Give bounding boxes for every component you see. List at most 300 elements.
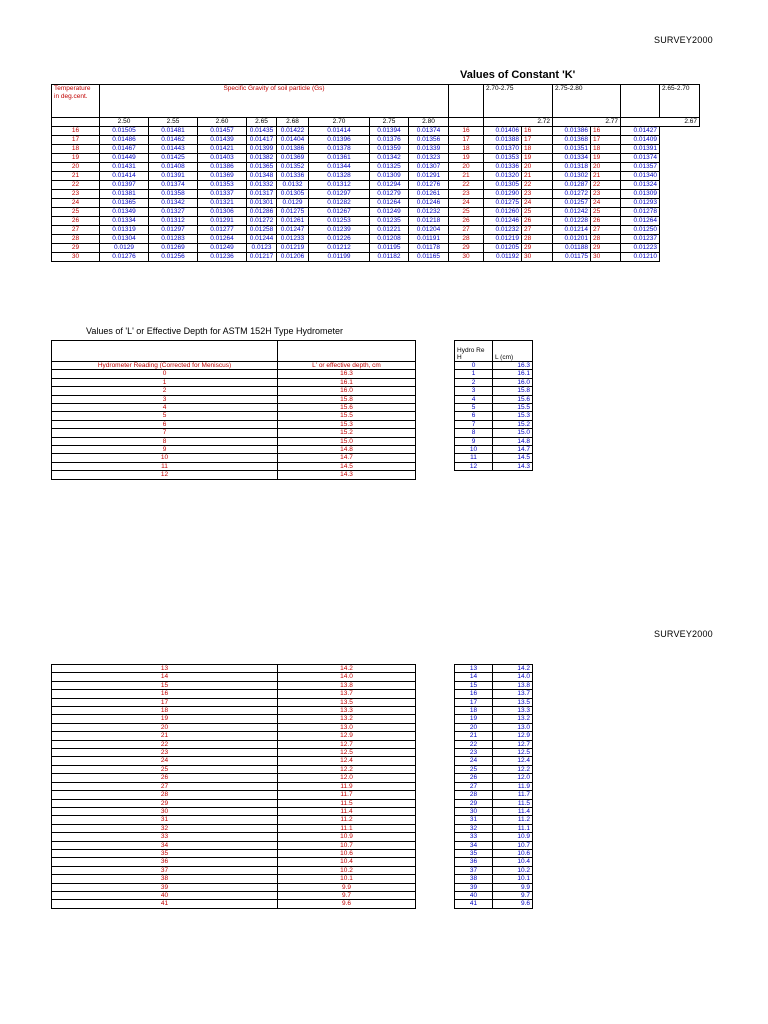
summary-row <box>455 698 533 706</box>
k-value-cell: 0.01233 <box>277 235 309 244</box>
hydrometer-reading-cell: 34 <box>52 841 278 849</box>
k-value-cell: 0.01361 <box>309 154 370 163</box>
temperature-cell: 16 <box>449 127 484 136</box>
k-value-cell: 0.01204 <box>409 226 449 235</box>
summary-row <box>455 378 533 386</box>
temperature-cell: 28 <box>52 235 100 244</box>
summary-row <box>455 841 533 849</box>
effective-depth-cell: 12.0 <box>278 774 416 782</box>
effective-depth-cell: 9.9 <box>493 883 533 891</box>
effective-depth-cell: 9.7 <box>493 891 533 899</box>
l-table-row <box>52 833 416 841</box>
summary-row <box>455 765 533 773</box>
k-value-cell: 0.01279 <box>370 190 409 199</box>
k-value-cell: 0.01358 <box>149 190 198 199</box>
hydrometer-reading-cell: 29 <box>455 799 493 807</box>
l-table-row <box>52 849 416 857</box>
temperature-cell: 30 <box>52 253 100 262</box>
temperature-cell: 26 <box>449 217 484 226</box>
k-value-cell: 0.01339 <box>409 145 449 154</box>
k-range-value-cell: 0.01357 <box>621 163 660 172</box>
effective-depth-cell: 13.5 <box>278 698 416 706</box>
l-table-row <box>52 446 416 454</box>
temperature-cell: 27 <box>522 226 553 235</box>
hydrometer-reading-cell: 6 <box>52 420 278 428</box>
range-value: 2.77 <box>553 118 621 127</box>
summary-row <box>455 387 533 395</box>
hydrometer-reading-header: Hydrometer Reading (Corrected for Meniscus) <box>52 362 278 370</box>
effective-depth-cell: 12.2 <box>493 765 533 773</box>
k-range-value-cell: 0.01237 <box>621 235 660 244</box>
effective-depth-cell: 14.5 <box>493 454 533 462</box>
summary-row <box>455 462 533 470</box>
k-value-cell: 0.01236 <box>198 253 247 262</box>
summary-row <box>455 707 533 715</box>
hydrometer-reading-cell: 17 <box>52 698 278 706</box>
summary-row <box>455 791 533 799</box>
hydrometer-reading-cell: 22 <box>52 740 278 748</box>
k-value-cell: 0.01294 <box>370 181 409 190</box>
k-range-value-cell: 0.01290 <box>484 190 522 199</box>
effective-depth-cell: 14.3 <box>493 462 533 470</box>
k-range-value-cell: 0.01246 <box>484 217 522 226</box>
l-table-row <box>52 774 416 782</box>
k-value-cell: 0.01431 <box>100 163 149 172</box>
l-table-row <box>52 395 416 403</box>
k-value-cell: 0.01425 <box>149 154 198 163</box>
k-value-cell: 0.01312 <box>149 217 198 226</box>
temperature-cell: 17 <box>522 136 553 145</box>
effective-depth-cell: 16.3 <box>493 362 533 370</box>
k-value-cell: 0.01244 <box>247 235 277 244</box>
temperature-cell: 25 <box>449 208 484 217</box>
k-range-value-cell: 0.01386 <box>553 127 591 136</box>
summary-row <box>455 833 533 841</box>
temperature-cell: 17 <box>449 136 484 145</box>
k-value-cell: 0.01317 <box>247 190 277 199</box>
k-value-cell: 0.0129 <box>100 244 149 253</box>
k-value-cell: 0.01336 <box>277 172 309 181</box>
k-value-cell: 0.01342 <box>149 199 198 208</box>
l-table-row <box>52 454 416 462</box>
k-value-cell: 0.01253 <box>309 217 370 226</box>
k-range-value-cell: 0.01374 <box>621 154 660 163</box>
temperature-cell: 30 <box>591 253 621 262</box>
summary-row <box>455 437 533 445</box>
hydrometer-reading-cell: 12 <box>455 462 493 470</box>
k-value-cell: 0.01391 <box>149 172 198 181</box>
effective-depth-cell: 10.7 <box>278 841 416 849</box>
hydrometer-reading-cell: 30 <box>52 807 278 815</box>
k-value-cell: 0.01505 <box>100 127 149 136</box>
l-table-continued <box>51 664 416 909</box>
k-range-value-cell: 0.01228 <box>553 217 591 226</box>
k-value-cell: 0.01408 <box>149 163 198 172</box>
l-table-row <box>52 883 416 891</box>
hydrometer-reading-cell: 12 <box>52 471 278 479</box>
k-value-cell: 0.01221 <box>370 226 409 235</box>
l-table-row <box>52 900 416 908</box>
effective-depth-cell: 15.0 <box>278 437 416 445</box>
hydrometer-reading-cell: 32 <box>52 824 278 832</box>
hydrometer-reading-cell: 13 <box>455 665 493 673</box>
effective-depth-cell: 10.2 <box>278 866 416 874</box>
effective-depth-cell: 12.7 <box>493 740 533 748</box>
k-value-cell: 0.01307 <box>409 163 449 172</box>
effective-depth-cell: 11.7 <box>278 791 416 799</box>
hydrometer-reading-cell: 10 <box>52 454 278 462</box>
effective-depth-cell: 13.8 <box>493 681 533 689</box>
effective-depth-cell: 11.4 <box>278 807 416 815</box>
k-value-cell: 0.01256 <box>149 253 198 262</box>
effective-depth-cell: 14.3 <box>278 471 416 479</box>
k-range-value-cell: 0.01242 <box>553 208 591 217</box>
temperature-cell: 18 <box>522 145 553 154</box>
effective-depth-cell: 12.4 <box>278 757 416 765</box>
hydrometer-reading-cell: 3 <box>52 395 278 403</box>
effective-depth-cell: 9.6 <box>493 900 533 908</box>
hydrometer-reading-cell: 24 <box>455 757 493 765</box>
l-table-row <box>52 749 416 757</box>
k-value-cell: 0.01165 <box>409 253 449 262</box>
k-value-cell: 0.01261 <box>409 190 449 199</box>
effective-depth-cell: 12.0 <box>493 774 533 782</box>
k-value-cell: 0.01309 <box>370 172 409 181</box>
effective-depth-cell: 15.2 <box>278 429 416 437</box>
hydrometer-reading-cell: 14 <box>52 673 278 681</box>
hydrometer-reading-cell: 14 <box>455 673 493 681</box>
k-value-cell: 0.0129 <box>277 199 309 208</box>
hydrometer-reading-cell: 36 <box>52 858 278 866</box>
k-value-cell: 0.01378 <box>309 145 370 154</box>
effective-depth-cell: 10.1 <box>278 875 416 883</box>
effective-depth-cell: 11.7 <box>493 791 533 799</box>
hydrometer-reading-cell: 23 <box>455 749 493 757</box>
k-table-row <box>52 253 700 262</box>
k-range-value-cell: 0.01175 <box>553 253 591 262</box>
summary-row <box>455 816 533 824</box>
hydrometer-reading-cell: 19 <box>52 715 278 723</box>
k-value-cell: 0.01381 <box>100 190 149 199</box>
temperature-cell: 21 <box>52 172 100 181</box>
effective-depth-cell: 12.2 <box>278 765 416 773</box>
k-table-row <box>52 244 700 253</box>
k-value-cell: 0.01386 <box>277 145 309 154</box>
effective-depth-cell: 11.2 <box>493 816 533 824</box>
summary-row <box>455 395 533 403</box>
effective-depth-cell: 9.6 <box>278 900 416 908</box>
k-value-cell: 0.01414 <box>309 127 370 136</box>
temperature-cell: 23 <box>52 190 100 199</box>
effective-depth-cell: 9.7 <box>278 891 416 899</box>
effective-depth-cell: 14.5 <box>278 462 416 470</box>
k-range-value-cell: 0.01219 <box>484 235 522 244</box>
k-value-cell: 0.01277 <box>198 226 247 235</box>
k-range-value-cell: 0.01264 <box>621 217 660 226</box>
temperature-cell: 22 <box>449 181 484 190</box>
k-value-cell: 0.01365 <box>100 199 149 208</box>
effective-depth-cell: 11.1 <box>493 824 533 832</box>
hydrometer-reading-cell: 9 <box>455 437 493 445</box>
l-table-row <box>52 841 416 849</box>
effective-depth-cell: 11.5 <box>278 799 416 807</box>
hydrometer-reading-cell: 39 <box>52 883 278 891</box>
effective-depth-cell: 14.2 <box>278 665 416 673</box>
k-value-cell: 0.01365 <box>247 163 277 172</box>
hydro-reading-header: Hydro Re H <box>455 341 493 362</box>
range-header-3: 2.65-2.70 <box>660 85 700 118</box>
k-table-row <box>52 235 700 244</box>
gs-value: 2.70 <box>309 118 370 127</box>
effective-depth-cell: 14.8 <box>278 446 416 454</box>
l-cm-header: L (cm) <box>493 341 533 362</box>
k-value-cell: 0.01449 <box>100 154 149 163</box>
l-table-row <box>52 723 416 731</box>
k-value-cell: 0.01403 <box>198 154 247 163</box>
summary-header-row <box>455 341 533 362</box>
temperature-header: Temperature in deg.cent. <box>52 85 100 118</box>
gs-value: 2.75 <box>370 118 409 127</box>
summary-row <box>455 900 533 908</box>
effective-depth-cell: 10.4 <box>493 858 533 866</box>
temperature-cell: 20 <box>522 163 553 172</box>
temperature-cell: 23 <box>449 190 484 199</box>
summary-row <box>455 690 533 698</box>
effective-depth-cell: 13.3 <box>493 707 533 715</box>
k-value-cell: 0.0123 <box>247 244 277 253</box>
k-value-cell: 0.01291 <box>198 217 247 226</box>
effective-depth-cell: 14.7 <box>493 446 533 454</box>
k-range-value-cell: 0.01250 <box>621 226 660 235</box>
effective-depth-cell: 16.1 <box>493 370 533 378</box>
hydrometer-reading-cell: 35 <box>52 849 278 857</box>
effective-depth-cell: 16.0 <box>493 378 533 386</box>
l-table-row <box>52 707 416 715</box>
temperature-cell: 26 <box>522 217 553 226</box>
temperature-cell: 19 <box>449 154 484 163</box>
hydrometer-reading-cell: 3 <box>455 387 493 395</box>
k-value-cell: 0.01232 <box>409 208 449 217</box>
k-range-value-cell: 0.01368 <box>553 136 591 145</box>
temperature-cell: 28 <box>522 235 553 244</box>
k-range-value-cell: 0.01232 <box>484 226 522 235</box>
k-value-cell: 0.01422 <box>277 127 309 136</box>
hydrometer-reading-cell: 24 <box>52 757 278 765</box>
effective-depth-cell: 10.7 <box>493 841 533 849</box>
gs-values-row <box>52 118 700 127</box>
hydrometer-reading-cell: 2 <box>455 378 493 386</box>
k-value-cell: 0.01218 <box>409 217 449 226</box>
l-table-row <box>52 858 416 866</box>
k-range-value-cell: 0.01370 <box>484 145 522 154</box>
k-value-cell: 0.01376 <box>370 136 409 145</box>
k-value-cell: 0.01304 <box>100 235 149 244</box>
gs-value: 2.60 <box>198 118 247 127</box>
l-table-header-labels <box>52 362 416 370</box>
temperature-cell: 21 <box>449 172 484 181</box>
k-value-cell: 0.01337 <box>198 190 247 199</box>
l-summary-table-continued <box>454 664 533 909</box>
k-value-cell: 0.01344 <box>309 163 370 172</box>
k-table-row <box>52 226 700 235</box>
temperature-cell: 20 <box>591 163 621 172</box>
effective-depth-cell: 12.4 <box>493 757 533 765</box>
temperature-cell: 29 <box>591 244 621 253</box>
k-value-cell: 0.01206 <box>277 253 309 262</box>
temperature-cell: 17 <box>52 136 100 145</box>
effective-depth-cell: 14.8 <box>493 437 533 445</box>
k-value-cell: 0.01349 <box>100 208 149 217</box>
summary-row <box>455 866 533 874</box>
summary-row <box>455 362 533 370</box>
temperature-cell: 30 <box>522 253 553 262</box>
k-range-value-cell: 0.01223 <box>621 244 660 253</box>
k-value-cell: 0.01191 <box>409 235 449 244</box>
k-value-cell: 0.01439 <box>198 136 247 145</box>
effective-depth-cell: 16.0 <box>278 387 416 395</box>
effective-depth-cell: 15.5 <box>278 412 416 420</box>
hydrometer-reading-cell: 31 <box>52 816 278 824</box>
effective-depth-cell: 11.1 <box>278 824 416 832</box>
hydrometer-reading-cell: 4 <box>52 404 278 412</box>
hydrometer-reading-cell: 2 <box>52 387 278 395</box>
hydrometer-reading-cell: 11 <box>455 454 493 462</box>
hydrometer-reading-cell: 39 <box>455 883 493 891</box>
effective-depth-cell: 13.0 <box>493 723 533 731</box>
effective-depth-cell: 14.7 <box>278 454 416 462</box>
summary-row <box>455 807 533 815</box>
gs-value: 2.68 <box>277 118 309 127</box>
k-value-cell: 0.01239 <box>309 226 370 235</box>
k-value-cell: 0.01283 <box>149 235 198 244</box>
effective-depth-cell: 11.5 <box>493 799 533 807</box>
summary-row <box>455 723 533 731</box>
range-header-2: 2.75-2.80 <box>553 85 621 118</box>
hydrometer-reading-cell: 16 <box>455 690 493 698</box>
l-table-title: Values of 'L' or Effective Depth for ASTM 152H Type Hydrometer <box>86 326 344 336</box>
k-value-cell: 0.01235 <box>370 217 409 226</box>
k-range-value-cell: 0.01214 <box>553 226 591 235</box>
hydrometer-reading-cell: 29 <box>52 799 278 807</box>
temperature-cell: 21 <box>591 172 621 181</box>
temperature-cell: 20 <box>449 163 484 172</box>
hydrometer-reading-cell: 8 <box>52 437 278 445</box>
hydrometer-reading-cell: 36 <box>455 858 493 866</box>
k-value-cell: 0.01269 <box>149 244 198 253</box>
k-value-cell: 0.01356 <box>409 136 449 145</box>
k-value-cell: 0.01327 <box>149 208 198 217</box>
hydrometer-reading-cell: 27 <box>455 782 493 790</box>
l-table-row <box>52 866 416 874</box>
temperature-cell: 22 <box>522 181 553 190</box>
hydrometer-reading-cell: 7 <box>455 420 493 428</box>
l-table-row <box>52 824 416 832</box>
k-table-row <box>52 181 700 190</box>
temperature-cell: 23 <box>522 190 553 199</box>
temperature-cell: 19 <box>52 154 100 163</box>
k-value-cell: 0.01182 <box>370 253 409 262</box>
temperature-cell: 26 <box>591 217 621 226</box>
temperature-cell: 18 <box>449 145 484 154</box>
k-value-cell: 0.01267 <box>309 208 370 217</box>
k-value-cell: 0.01457 <box>198 127 247 136</box>
k-value-cell: 0.01291 <box>409 172 449 181</box>
k-value-cell: 0.01208 <box>370 235 409 244</box>
effective-depth-cell: 15.2 <box>493 420 533 428</box>
k-value-cell: 0.01212 <box>309 244 370 253</box>
k-value-cell: 0.01276 <box>100 253 149 262</box>
k-value-cell: 0.01323 <box>409 154 449 163</box>
temperature-cell: 19 <box>591 154 621 163</box>
hydrometer-reading-cell: 37 <box>455 866 493 874</box>
effective-depth-cell: 14.0 <box>278 673 416 681</box>
k-value-cell: 0.01312 <box>309 181 370 190</box>
k-range-value-cell: 0.01293 <box>621 199 660 208</box>
l-table-row <box>52 673 416 681</box>
effective-depth-cell: 15.8 <box>493 387 533 395</box>
k-value-cell: 0.01435 <box>247 127 277 136</box>
k-value-cell: 0.01247 <box>277 226 309 235</box>
hydrometer-reading-cell: 26 <box>52 774 278 782</box>
hydrometer-reading-cell: 38 <box>455 875 493 883</box>
hydrometer-reading-cell: 15 <box>52 681 278 689</box>
k-range-value-cell: 0.01336 <box>484 163 522 172</box>
k-value-cell: 0.01275 <box>277 208 309 217</box>
hydrometer-reading-cell: 18 <box>455 707 493 715</box>
effective-depth-cell: 10.2 <box>493 866 533 874</box>
l-table-row <box>52 732 416 740</box>
k-range-value-cell: 0.01188 <box>553 244 591 253</box>
k-value-cell: 0.01325 <box>370 163 409 172</box>
temperature-cell: 18 <box>52 145 100 154</box>
summary-row <box>455 420 533 428</box>
k-value-cell: 0.01276 <box>409 181 449 190</box>
k-value-cell: 0.01374 <box>409 127 449 136</box>
effective-depth-cell: 15.5 <box>493 404 533 412</box>
temperature-cell: 27 <box>449 226 484 235</box>
k-table-row <box>52 208 700 217</box>
hydrometer-reading-cell: 21 <box>455 732 493 740</box>
hydrometer-reading-cell: 31 <box>455 816 493 824</box>
summary-row <box>455 454 533 462</box>
effective-depth-cell: 13.0 <box>278 723 416 731</box>
k-value-cell: 0.01382 <box>247 154 277 163</box>
l-table-row <box>52 471 416 479</box>
k-value-cell: 0.01249 <box>198 244 247 253</box>
k-value-cell: 0.01328 <box>309 172 370 181</box>
k-value-cell: 0.01396 <box>309 136 370 145</box>
temperature-cell: 20 <box>52 163 100 172</box>
page-header: SURVEY2000 <box>654 35 713 45</box>
k-value-cell: 0.01414 <box>100 172 149 181</box>
summary-row <box>455 412 533 420</box>
k-table-row <box>52 199 700 208</box>
hydrometer-reading-cell: 34 <box>455 841 493 849</box>
k-range-value-cell: 0.01351 <box>553 145 591 154</box>
k-range-value-cell: 0.01406 <box>484 127 522 136</box>
k-range-value-cell: 0.01353 <box>484 154 522 163</box>
temperature-cell: 23 <box>591 190 621 199</box>
hydrometer-reading-cell: 23 <box>52 749 278 757</box>
effective-depth-cell: 15.8 <box>278 395 416 403</box>
temperature-cell: 28 <box>449 235 484 244</box>
k-range-value-cell: 0.01309 <box>621 190 660 199</box>
temperature-cell: 29 <box>449 244 484 253</box>
temperature-cell: 22 <box>591 181 621 190</box>
l-table-row <box>52 404 416 412</box>
temperature-cell: 25 <box>522 208 553 217</box>
k-value-cell: 0.01332 <box>247 181 277 190</box>
